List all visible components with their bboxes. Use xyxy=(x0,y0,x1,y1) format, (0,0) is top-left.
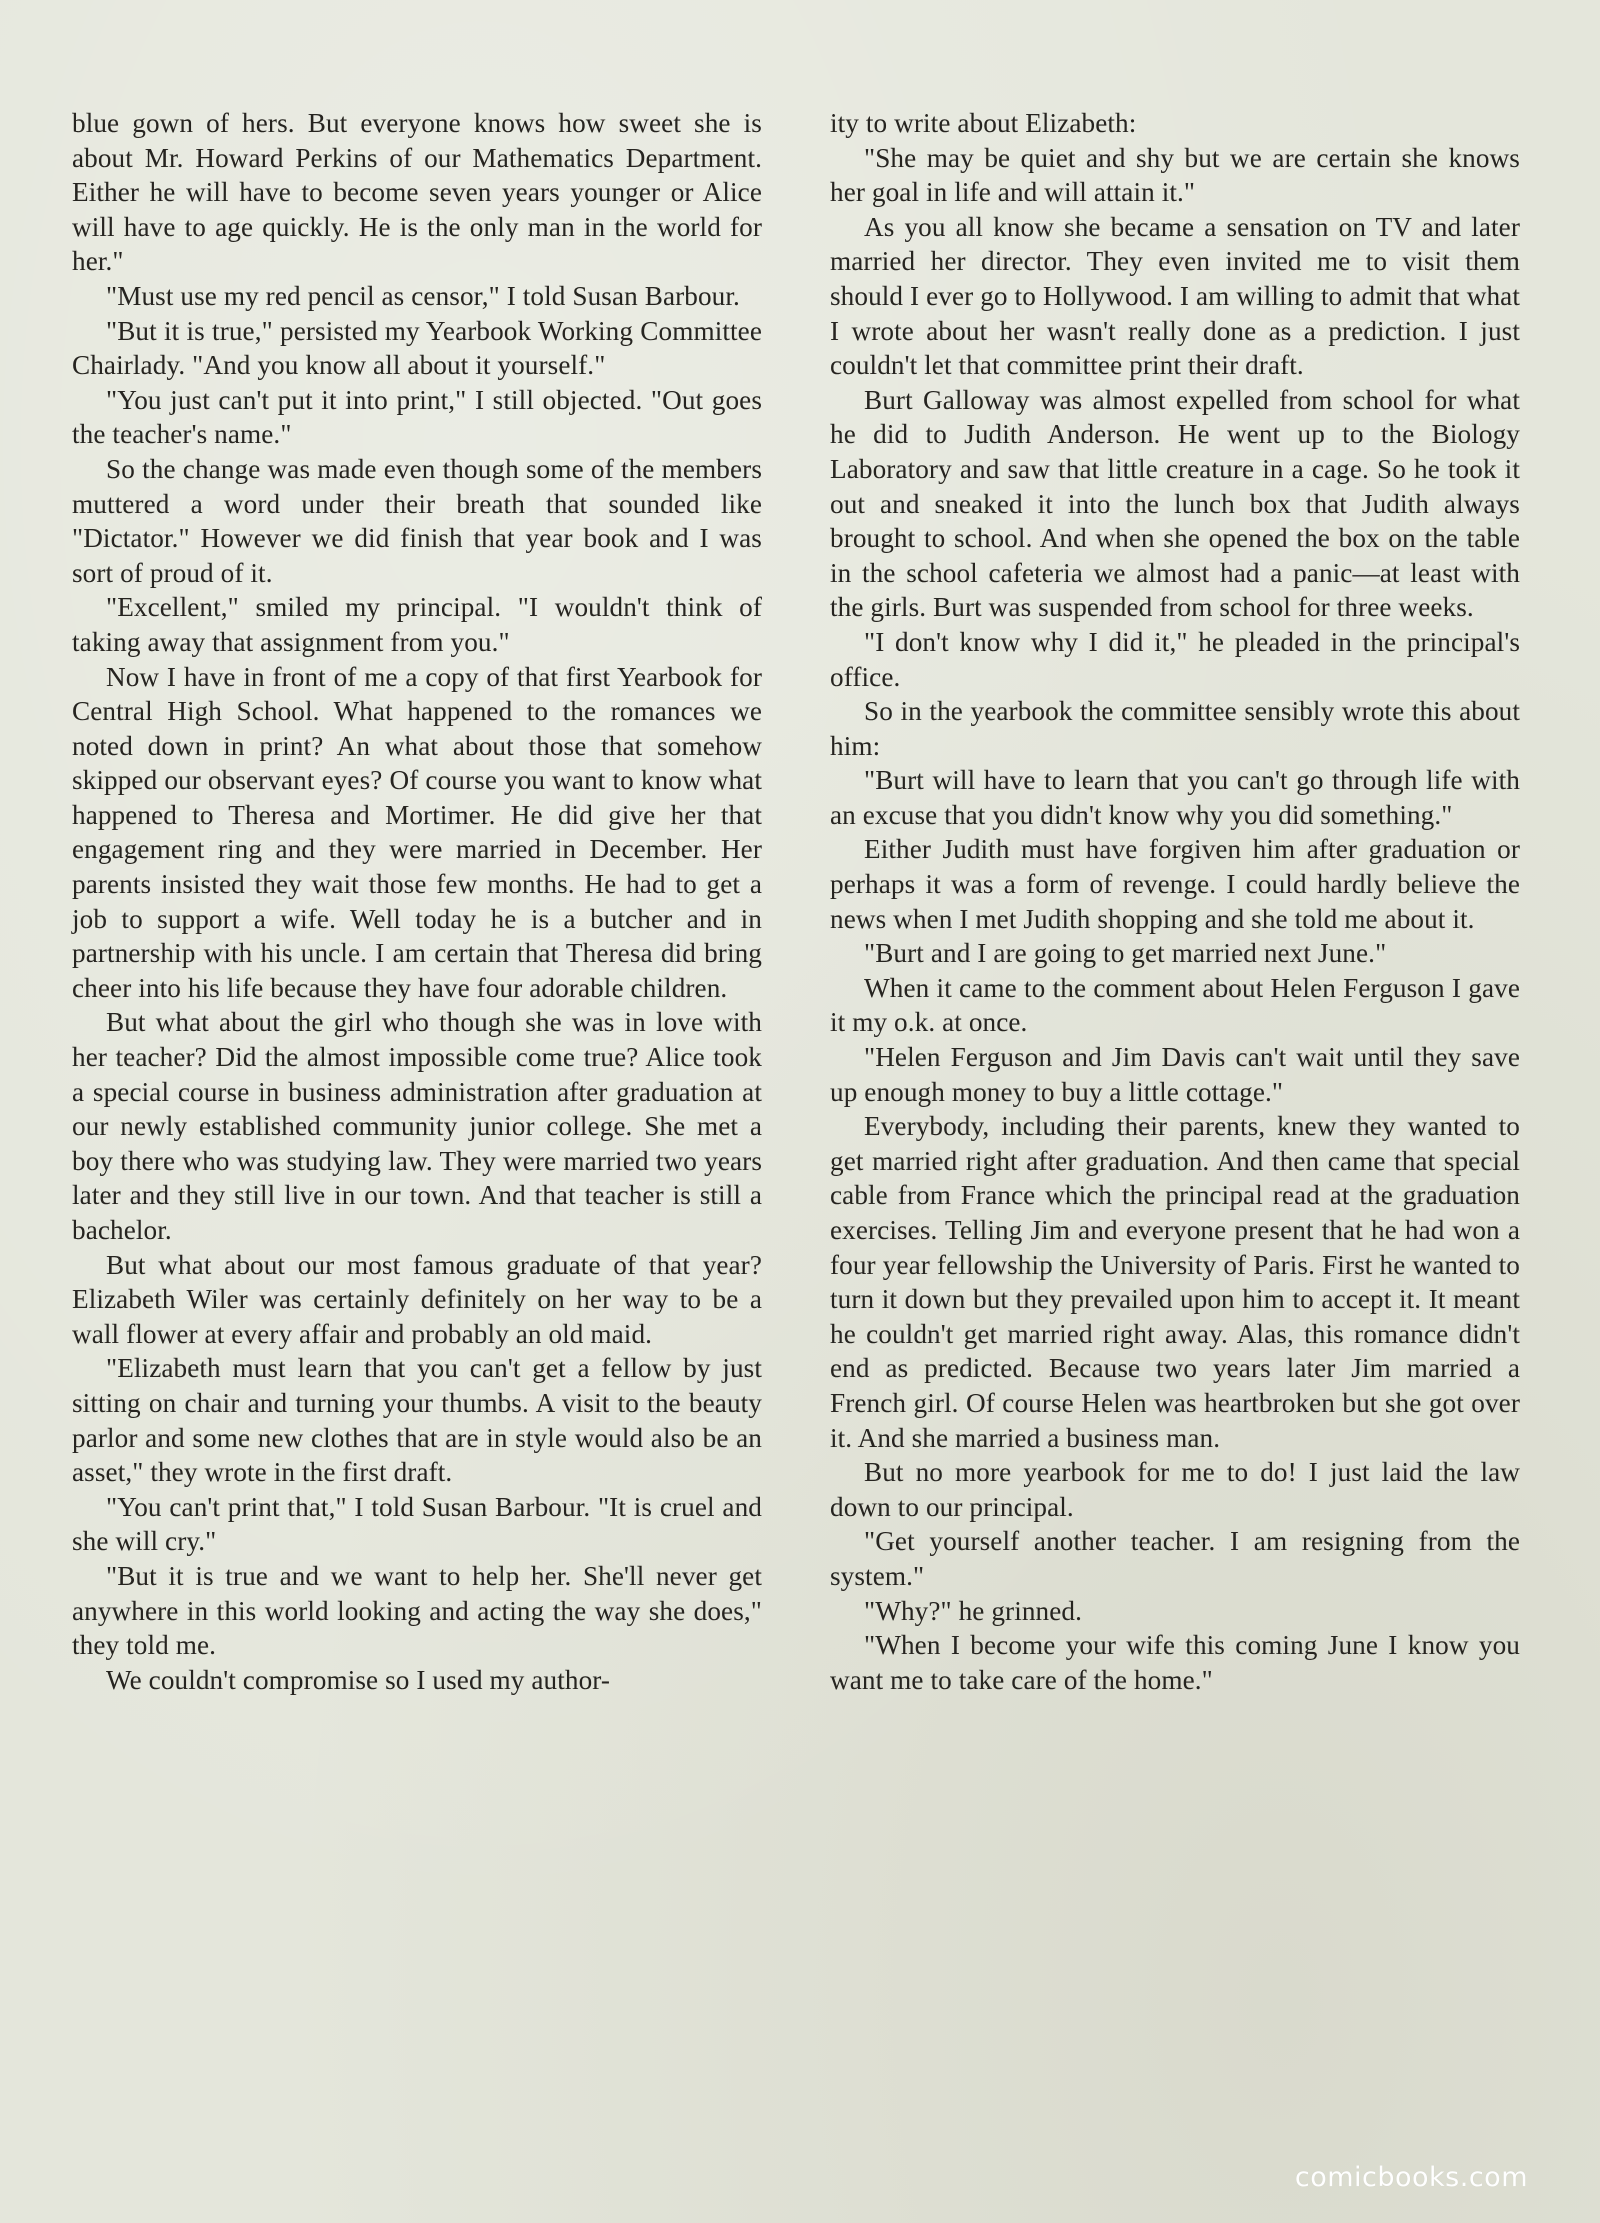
paragraph: So the change was made even though some of the members muttered a word under their breath that sounded like "Dictator." However we did finish that year book and I was sort of proud of it. xyxy=(72,453,762,588)
paragraph: "Get yourself another teacher. I am resigning from the system." xyxy=(830,1526,1520,1591)
paragraph: But what about the girl who though she was in love with her teacher? Did the almost impossible come true? Alice took a special course in business administration after graduation at our newly established community junior college. She met a boy there who was studying law. They were married two years later and they still live in our town. And that teacher is still a bachelor. xyxy=(72,1007,762,1245)
paragraph: But no more yearbook for me to do! I just laid the law down to our principal. xyxy=(830,1457,1520,1522)
paragraph: blue gown of hers. But everyone knows how sweet she is about Mr. Howard Perkins of our Mathematics Department. Either he will have to become seven years younger or Alice will have to age quickly. He is the only man in the world for her." xyxy=(72,108,762,277)
paragraph: As you all know she became a sensation on TV and later married her director. They even invited me to visit them should I ever go to Hollywood. I am willing to admit that what I wrote about her wasn't really done as a prediction. I just couldn't let that committee print their draft. xyxy=(830,211,1520,381)
paragraph: Everybody, including their parents, knew they wanted to get married right after graduation. And then came that special cable from France which the principal read at the graduation exercises. Telling Jim and everyone present that he had won a four year fellowship the University of Paris. First he wanted to turn it down but they prevailed upon him to accept it. It meant he couldn't get married right away. Alas, this romance didn't end as predicted. Because two years later Jim married a French girl. Of course Helen was heartbroken but she got over it. And she married a business man. xyxy=(830,1111,1520,1453)
left-text-column xyxy=(72,106,762,1697)
paragraph: "When I become your wife this coming June I know you want me to take care of the home." xyxy=(830,1630,1520,1695)
paragraph: "Why?" he grinned. xyxy=(864,1595,1083,1626)
paragraph: Either Judith must have forgiven him after graduation or perhaps it was a form of revenge. I could hardly believe the news when I met Judith shopping and she told me about it. xyxy=(830,834,1520,934)
paragraph: "But it is true and we want to help her. She'll never get anywhere in this world looking and acting the way she does," they told me. xyxy=(72,1560,762,1661)
paragraph: ity to write about Elizabeth: xyxy=(830,108,1137,138)
paragraph: "Helen Ferguson and Jim Davis can't wait until they save up enough money to buy a little cottage." xyxy=(830,1042,1520,1107)
paragraph: "Must use my red pencil as censor," I told Susan Barbour. xyxy=(106,280,740,311)
paragraph: "Excellent," smiled my principal. "I wouldn't think of taking away that assignment from you." xyxy=(72,592,762,657)
site-watermark: comicbooks.com xyxy=(1294,2162,1528,2193)
paragraph: "You can't print that," I told Susan Barbour. "It is cruel and she will cry." xyxy=(72,1491,762,1557)
paragraph: "Burt will have to learn that you can't go through life with an excuse that you didn't know why you did something." xyxy=(830,765,1520,830)
paragraph: When it came to the comment about Helen Ferguson I gave it my o.k. at once. xyxy=(830,972,1520,1038)
paragraph: "She may be quiet and shy but we are certain she knows her goal in life and will attain it." xyxy=(830,142,1520,208)
paragraph: We couldn't compromise so I used my author- xyxy=(106,1664,611,1695)
paragraph: Now I have in front of me a copy of that first Yearbook for Central High School. What happened to the romances we noted down in print? An what about those that somehow skipped our observant eyes? Of course you want to know what happened to Theresa and Mortimer. He did give her that engagement ring and they were married in December. Her parents insisted they wait those few months. He had to get a job to support a wife. Well today he is a butcher and in partnership with his uncle. I am certain that Theresa did bring cheer into his life because they have four adorable children. xyxy=(72,661,762,1003)
paragraph: "I don't know why I did it," he pleaded in the principal's office. xyxy=(830,626,1520,692)
paragraph: "Elizabeth must learn that you can't get a fellow by just sitting on chair and turning your thumbs. A visit to the beauty parlor and some new clothes that are in style would also be an asset," they wrote in the first draft. xyxy=(72,1353,762,1488)
paragraph: Burt Galloway was almost expelled from school for what he did to Judith Anderson. He went up to the Biology Laboratory and saw that little creature in a cage. So he took it out and sneaked it into the lunch box that Judith always brought to school. And when she opened the box on the table in the school cafeteria we almost had a panic—at least with the girls. Burt was suspended from school for three weeks. xyxy=(830,384,1520,623)
right-text-column xyxy=(830,106,1520,1697)
paragraph: So in the yearbook the committee sensibly wrote this about him: xyxy=(830,696,1520,761)
paragraph: "But it is true," persisted my Yearbook Working Committee Chairlady. "And you know all about it yourself." xyxy=(72,315,762,381)
paragraph: "Burt and I are going to get married next June." xyxy=(864,938,1387,969)
paragraph: But what about our most famous graduate of that year? Elizabeth Wiler was certainly definitely on her way to be a wall flower at every affair and probably an old maid. xyxy=(72,1249,762,1349)
paragraph: "You just can't put it into print," I still objected. "Out goes the teacher's name." xyxy=(72,384,762,450)
